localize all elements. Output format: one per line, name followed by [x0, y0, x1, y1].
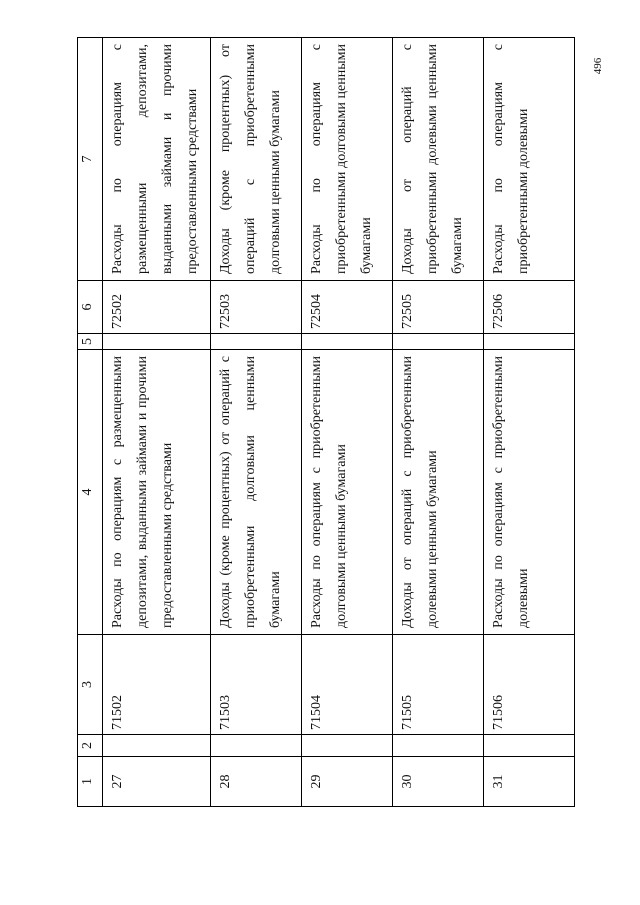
- account-code: 71502: [103, 635, 211, 735]
- table-row: [484, 38, 575, 807]
- table-row: [211, 38, 302, 807]
- account-description: Расходы по операциям с приобретенными долевыми: [484, 38, 575, 281]
- account-code: 72503: [211, 281, 302, 334]
- account-description: Расходы по операциям с приобретенными долговыми ценными бумагами: [302, 350, 393, 635]
- table-row: [103, 38, 211, 807]
- account-code: 72502: [103, 281, 211, 334]
- account-description: Доходы от операций с приобретенными долевыми ценными бумагами: [393, 350, 484, 635]
- account-description: Расходы по операциям с размещенными депозитами, выданными займами и прочими предоставленными средствами: [103, 38, 211, 281]
- empty-cell: [103, 735, 211, 757]
- empty-cell: [302, 334, 393, 350]
- column-header: 7: [78, 38, 103, 281]
- account-code: 71503: [211, 635, 302, 735]
- account-code: 72504: [302, 281, 393, 334]
- account-code: 72506: [484, 281, 575, 334]
- account-description: Доходы (кроме процентных) от операций с приобретенными долговыми ценными бумагами: [211, 350, 302, 635]
- account-code: 72505: [393, 281, 484, 334]
- account-code: 71505: [393, 635, 484, 735]
- account-table: [77, 37, 575, 807]
- column-header: 5: [78, 334, 103, 350]
- column-header: 1: [78, 757, 103, 807]
- account-description: Расходы по операциям с приобретенными долговыми ценными бумагами: [302, 38, 393, 281]
- column-header: 2: [78, 735, 103, 757]
- row-number: 27: [103, 757, 211, 807]
- column-header: 4: [78, 350, 103, 635]
- empty-cell: [103, 334, 211, 350]
- empty-cell: [211, 735, 302, 757]
- column-header: 3: [78, 635, 103, 735]
- table-row: [302, 38, 393, 807]
- page-number: 496: [592, 57, 604, 75]
- empty-cell: [484, 334, 575, 350]
- row-number: 29: [302, 757, 393, 807]
- account-description: Доходы от операций с приобретенными долевыми ценными бумагами: [393, 38, 484, 281]
- account-table-container: [77, 37, 560, 807]
- empty-cell: [211, 334, 302, 350]
- row-number: 31: [484, 757, 575, 807]
- empty-cell: [393, 735, 484, 757]
- account-code: 71506: [484, 635, 575, 735]
- table-row: [393, 38, 484, 807]
- account-code: 71504: [302, 635, 393, 735]
- empty-cell: [393, 334, 484, 350]
- account-description: Расходы по операциям с приобретенными долевыми: [484, 350, 575, 635]
- empty-cell: [484, 735, 575, 757]
- row-number: 30: [393, 757, 484, 807]
- row-number: 28: [211, 757, 302, 807]
- empty-cell: [302, 735, 393, 757]
- column-header: 6: [78, 281, 103, 334]
- header-row: [78, 38, 103, 807]
- account-description: Доходы (кроме процентных) от операций с приобретенными долговыми ценными бумагами: [211, 38, 302, 281]
- account-description: Расходы по операциям с размещенными депозитами, выданными займами и прочими предоставленными средствами: [103, 350, 211, 635]
